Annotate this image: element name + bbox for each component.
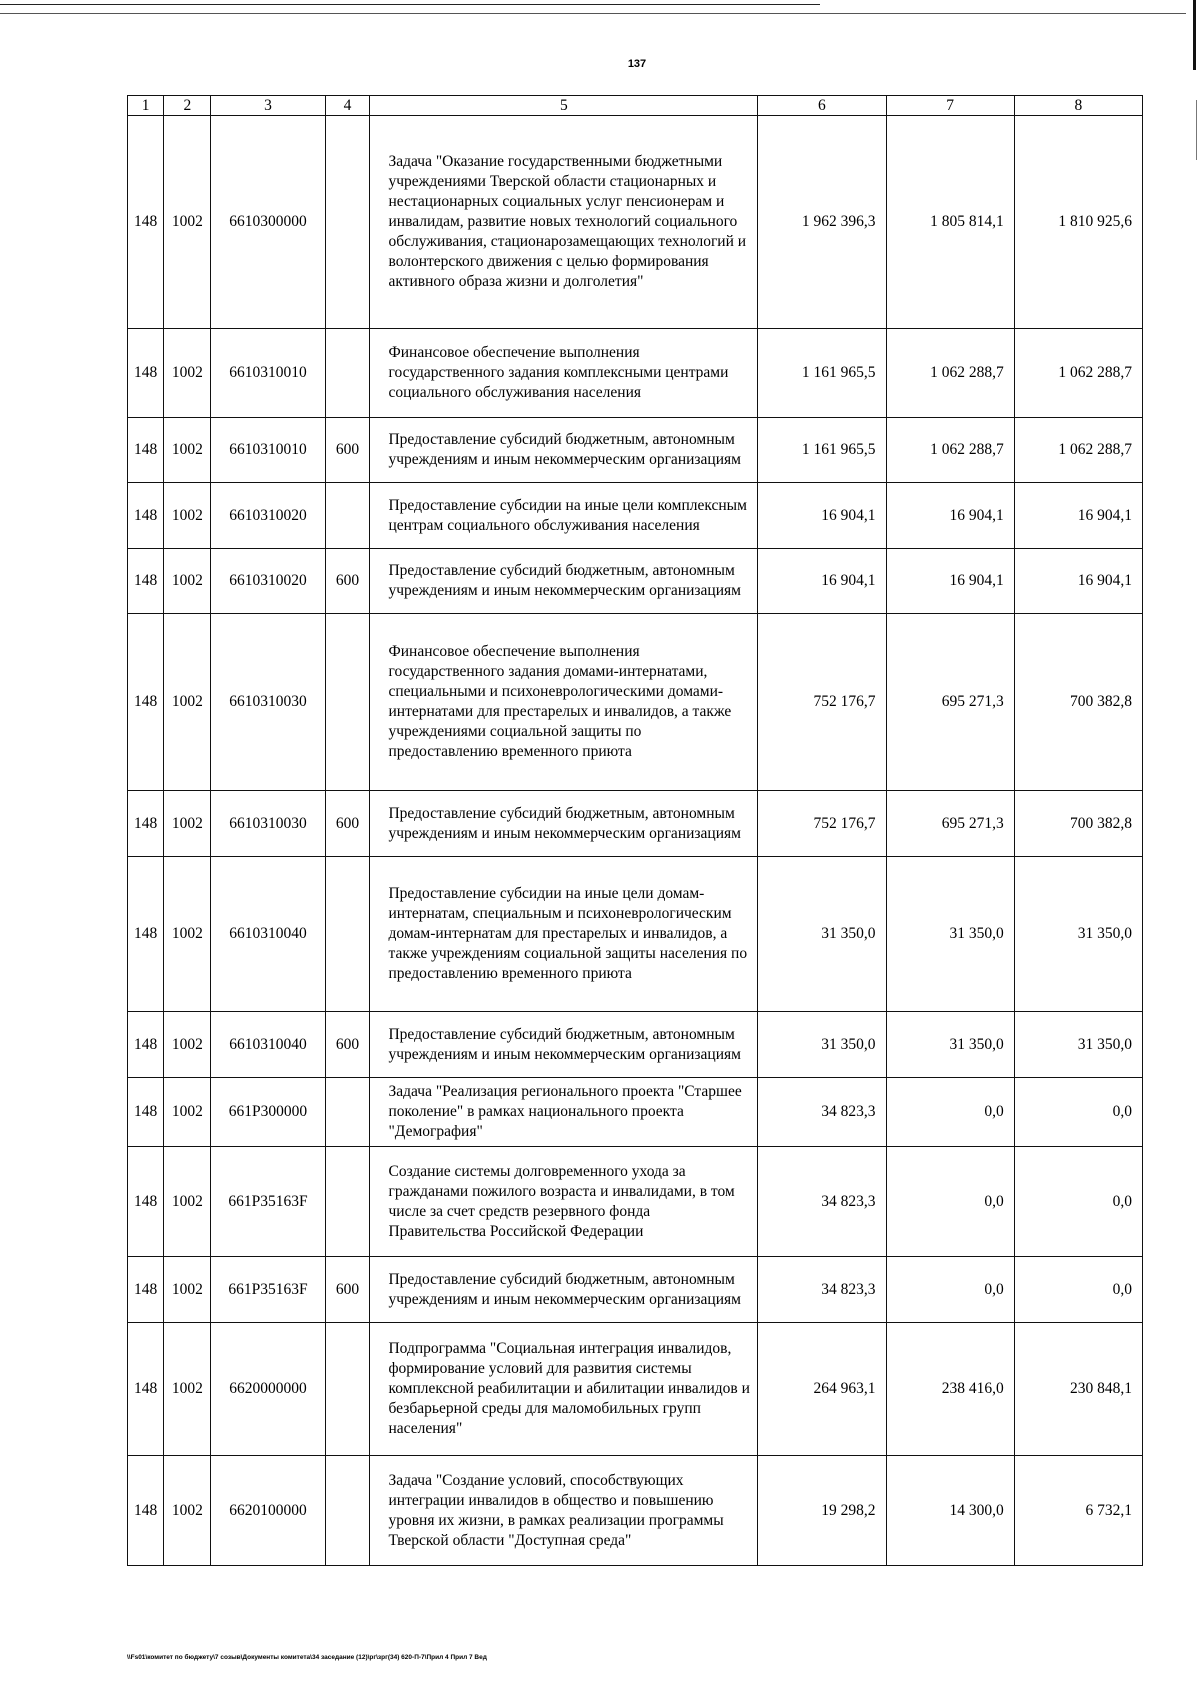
amount-col7: 238 416,0	[886, 1323, 1014, 1456]
table-row	[128, 791, 1143, 857]
table-row	[128, 483, 1143, 549]
scan-edge-line	[1196, 100, 1197, 160]
target-article-code: 6620100000	[211, 1456, 325, 1566]
ministry-code: 148	[128, 116, 164, 329]
ministry-code: 148	[128, 549, 164, 614]
amount-col8: 0,0	[1014, 1078, 1142, 1147]
amount-col7: 1 062 288,7	[886, 418, 1014, 483]
budget-table	[127, 95, 1143, 1566]
expense-type-code: 600	[325, 549, 370, 614]
table-row	[128, 329, 1143, 418]
expense-type-code: 600	[325, 1012, 370, 1078]
table-row	[128, 1147, 1143, 1257]
section-code: 1002	[164, 1323, 211, 1456]
target-article-code: 6610310040	[211, 1012, 325, 1078]
target-article-code: 661P35163F	[211, 1257, 325, 1323]
header-cell-3: 3	[211, 96, 325, 116]
amount-col7: 1 805 814,1	[886, 116, 1014, 329]
table-row	[128, 1257, 1143, 1323]
header-cell-4: 4	[325, 96, 370, 116]
amount-col6: 264 963,1	[758, 1323, 886, 1456]
target-article-code: 6610310010	[211, 418, 325, 483]
expense-type-code	[325, 1147, 370, 1257]
expense-type-code: 600	[325, 1257, 370, 1323]
amount-col8: 700 382,8	[1014, 791, 1142, 857]
ministry-code: 148	[128, 1012, 164, 1078]
section-code: 1002	[164, 329, 211, 418]
ministry-code: 148	[128, 1078, 164, 1147]
expense-type-code	[325, 483, 370, 549]
expense-type-code	[325, 1456, 370, 1566]
section-code: 1002	[164, 857, 211, 1012]
item-name: Предоставление субсидий бюджетным, автономным учреждениям и иным некоммерческим организациям	[370, 791, 758, 857]
header-cell-2: 2	[164, 96, 211, 116]
ministry-code: 148	[128, 418, 164, 483]
item-name: Финансовое обеспечение выполнения государственного задания домами-интернатами, специальными и психоневрологическими домами-интернатами для престарелых и инвалидов, а также учреждениями социальной защиты по предоставлению временного приюта	[370, 614, 758, 791]
item-name: Финансовое обеспечение выполнения государственного задания комплексными центрами социального обслуживания населения	[370, 329, 758, 418]
amount-col7: 14 300,0	[886, 1456, 1014, 1566]
amount-col8: 6 732,1	[1014, 1456, 1142, 1566]
amount-col7: 1 062 288,7	[886, 329, 1014, 418]
target-article-code: 6610300000	[211, 116, 325, 329]
ministry-code: 148	[128, 483, 164, 549]
amount-col8: 1 810 925,6	[1014, 116, 1142, 329]
target-article-code: 6610310030	[211, 614, 325, 791]
item-name: Создание системы долговременного ухода за гражданами пожилого возраста и инвалидами, в том числе за счет средств резервного фонда Правительства Российской Федерации	[370, 1147, 758, 1257]
section-code: 1002	[164, 614, 211, 791]
header-cell-1: 1	[128, 96, 164, 116]
amount-col8: 700 382,8	[1014, 614, 1142, 791]
section-code: 1002	[164, 1078, 211, 1147]
section-code: 1002	[164, 1012, 211, 1078]
ministry-code: 148	[128, 614, 164, 791]
amount-col7: 16 904,1	[886, 483, 1014, 549]
target-article-code: 6610310010	[211, 329, 325, 418]
ministry-code: 148	[128, 1323, 164, 1456]
section-code: 1002	[164, 483, 211, 549]
amount-col6: 34 823,3	[758, 1257, 886, 1323]
amount-col6: 1 161 965,5	[758, 329, 886, 418]
amount-col6: 34 823,3	[758, 1078, 886, 1147]
section-code: 1002	[164, 1257, 211, 1323]
expense-type-code: 600	[325, 418, 370, 483]
ministry-code: 148	[128, 1147, 164, 1257]
ministry-code: 148	[128, 329, 164, 418]
expense-type-code	[325, 857, 370, 1012]
amount-col7: 16 904,1	[886, 549, 1014, 614]
table-row	[128, 1456, 1143, 1566]
ministry-code: 148	[128, 1257, 164, 1323]
item-name: Задача "Создание условий, способствующих интеграции инвалидов в общество и повышению уровня их жизни, в рамках реализации программы Тверской области "Доступная среда"	[370, 1456, 758, 1566]
scan-edge-line	[0, 4, 820, 5]
amount-col7: 695 271,3	[886, 791, 1014, 857]
amount-col8: 16 904,1	[1014, 483, 1142, 549]
file-path-footer: \\Fs01\комитет по бюджету\7 созыв\Документы комитета\34 заседание (12)\рг\зрг(34) 620-П-7\Прил 4 Прил 7 Вед	[127, 1654, 487, 1661]
target-article-code: 6610310020	[211, 483, 325, 549]
ministry-code: 148	[128, 1456, 164, 1566]
amount-col6: 16 904,1	[758, 549, 886, 614]
amount-col7: 0,0	[886, 1078, 1014, 1147]
amount-col7: 0,0	[886, 1147, 1014, 1257]
amount-col6: 1 962 396,3	[758, 116, 886, 329]
target-article-code: 661P35163F	[211, 1147, 325, 1257]
expense-type-code	[325, 116, 370, 329]
section-code: 1002	[164, 116, 211, 329]
table-row	[128, 614, 1143, 791]
amount-col7: 695 271,3	[886, 614, 1014, 791]
item-name: Задача "Оказание государственными бюджетными учреждениями Тверской области стационарных и нестационарных социальных услуг пенсионерам и инвалидам, развитие новых технологий социального обслуживания, стационарозамещающих технологий и волонтерского движения с целью формирования активного образа жизни и долголетия"	[370, 116, 758, 329]
target-article-code: 6610310030	[211, 791, 325, 857]
expense-type-code: 600	[325, 791, 370, 857]
item-name: Предоставление субсидий бюджетным, автономным учреждениям и иным некоммерческим организациям	[370, 549, 758, 614]
section-code: 1002	[164, 1147, 211, 1257]
table-row	[128, 418, 1143, 483]
ministry-code: 148	[128, 791, 164, 857]
header-cell-5: 5	[370, 96, 758, 116]
target-article-code: 6610310040	[211, 857, 325, 1012]
section-code: 1002	[164, 549, 211, 614]
item-name: Предоставление субсидий бюджетным, автономным учреждениям и иным некоммерческим организациям	[370, 418, 758, 483]
amount-col8: 1 062 288,7	[1014, 418, 1142, 483]
amount-col6: 1 161 965,5	[758, 418, 886, 483]
amount-col8: 1 062 288,7	[1014, 329, 1142, 418]
amount-col8: 0,0	[1014, 1147, 1142, 1257]
amount-col6: 31 350,0	[758, 1012, 886, 1078]
page-number: 137	[627, 58, 647, 70]
amount-col8: 31 350,0	[1014, 1012, 1142, 1078]
scan-edge-bar	[1193, 0, 1196, 70]
item-name: Предоставление субсидий бюджетным, автономным учреждениям и иным некоммерческим организациям	[370, 1257, 758, 1323]
amount-col8: 31 350,0	[1014, 857, 1142, 1012]
amount-col6: 752 176,7	[758, 614, 886, 791]
expense-type-code	[325, 1323, 370, 1456]
amount-col7: 31 350,0	[886, 1012, 1014, 1078]
table-row	[128, 549, 1143, 614]
item-name: Предоставление субсидии на иные цели комплексным центрам социального обслуживания населения	[370, 483, 758, 549]
amount-col6: 31 350,0	[758, 857, 886, 1012]
section-code: 1002	[164, 1456, 211, 1566]
item-name: Подпрограмма "Социальная интеграция инвалидов, формирование условий для развития системы комплексной реабилитации и абилитации инвалидов и безбарьерной среды для маломобильных групп населения"	[370, 1323, 758, 1456]
target-article-code: 661P300000	[211, 1078, 325, 1147]
amount-col6: 752 176,7	[758, 791, 886, 857]
amount-col7: 31 350,0	[886, 857, 1014, 1012]
amount-col8: 16 904,1	[1014, 549, 1142, 614]
amount-col6: 34 823,3	[758, 1147, 886, 1257]
amount-col7: 0,0	[886, 1257, 1014, 1323]
table-row	[128, 857, 1143, 1012]
ministry-code: 148	[128, 857, 164, 1012]
section-code: 1002	[164, 791, 211, 857]
amount-col8: 0,0	[1014, 1257, 1142, 1323]
section-code: 1002	[164, 418, 211, 483]
table-row	[128, 1078, 1143, 1147]
table-row	[128, 1012, 1143, 1078]
target-article-code: 6620000000	[211, 1323, 325, 1456]
target-article-code: 6610310020	[211, 549, 325, 614]
item-name: Предоставление субсидий бюджетным, автономным учреждениям и иным некоммерческим организациям	[370, 1012, 758, 1078]
header-cell-8: 8	[1014, 96, 1142, 116]
item-name: Предоставление субсидии на иные цели домам-интернатам, специальным и психоневрологическим домам-интернатам для престарелых и инвалидов, а также учреждениям социальной защиты населения по предоставлению временного приюта	[370, 857, 758, 1012]
amount-col6: 19 298,2	[758, 1456, 886, 1566]
expense-type-code	[325, 1078, 370, 1147]
table-header-row	[128, 96, 1143, 116]
header-cell-7: 7	[886, 96, 1014, 116]
table-row	[128, 1323, 1143, 1456]
amount-col6: 16 904,1	[758, 483, 886, 549]
header-cell-6: 6	[758, 96, 886, 116]
amount-col8: 230 848,1	[1014, 1323, 1142, 1456]
table-row	[128, 116, 1143, 329]
expense-type-code	[325, 329, 370, 418]
item-name: Задача "Реализация регионального проекта "Старшее поколение" в рамках национального проекта "Демография"	[370, 1078, 758, 1147]
expense-type-code	[325, 614, 370, 791]
scan-edge-line	[0, 13, 1186, 14]
